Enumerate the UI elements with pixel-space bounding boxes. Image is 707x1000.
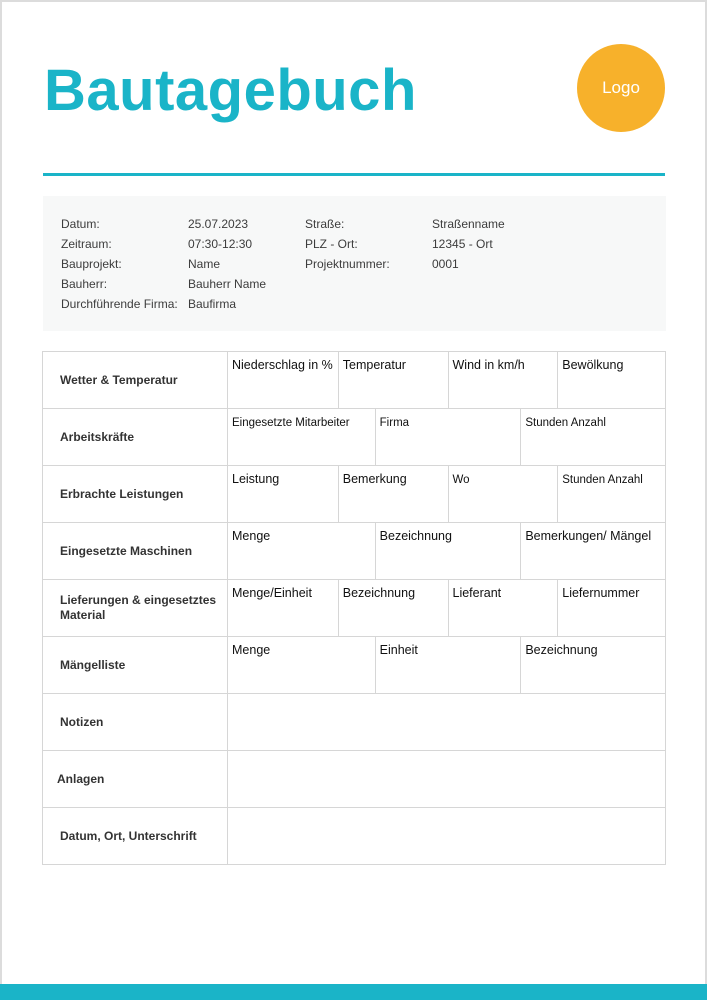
services-row [43,466,666,523]
workforce-col-company[interactable]: Firma [375,409,521,465]
deliveries-col-delivery-number[interactable]: Liefernummer [557,580,665,636]
defects-label: Mängelliste [60,657,126,672]
services-label: Erbrachte Leistungen [60,486,184,501]
defects-col-designation[interactable]: Bezeichnung [520,637,665,693]
title-divider [43,173,665,176]
machines-col-designation[interactable]: Bezeichnung [375,523,521,579]
weather-col-wind[interactable]: Wind in km/h [448,352,558,408]
notes-label: Notizen [60,714,104,729]
machines-col-remarks[interactable]: Bemerkungen/ Mängel [520,523,665,579]
datum-label: Datum: [61,217,100,231]
bauprojekt-label: Bauprojekt: [61,257,122,271]
notes-field[interactable] [228,694,666,751]
deliveries-col-quantity-unit[interactable]: Menge/Einheit [232,586,312,600]
logo-placeholder [577,44,665,132]
notes-row [43,694,666,751]
footer-bar [0,984,707,1000]
workforce-col-hours[interactable]: Stunden Anzahl [520,409,665,465]
weather-label: Wetter & Temperatur [60,372,178,387]
strasse-label: Straße: [305,217,345,231]
bauprojekt-value: Name [188,257,221,271]
bauherr-value: Bauherr Name [188,277,267,291]
machines-row [43,523,666,580]
defects-col-unit[interactable]: Einheit [375,637,521,693]
firma-label: Durchführende Firma: [61,297,178,311]
plz-label: PLZ - Ort: [305,237,358,251]
weather-col-temperature[interactable]: Temperatur [338,352,448,408]
attachments-field[interactable] [228,751,666,808]
workforce-label: Arbeitskräfte [60,429,135,444]
page-title: Bautagebuch [44,58,417,123]
weather-col-precipitation[interactable]: Niederschlag in % [232,358,333,372]
datum-value: 25.07.2023 [188,217,249,231]
zeitraum-value: 07:30-12:30 [188,237,253,251]
zeitraum-label: Zeitraum: [61,237,112,251]
services-col-remark[interactable]: Bemerkung [338,466,448,522]
projektnummer-value: 0001 [432,257,459,271]
workforce-row [43,409,666,466]
strasse-value: Straßenname [432,217,505,231]
deliveries-row [43,580,666,637]
log-table [42,351,666,865]
services-col-hours[interactable]: Stunden Anzahl [557,466,665,522]
plz-value: 12345 - Ort [432,237,493,251]
machines-col-quantity[interactable]: Menge [232,529,271,543]
deliveries-label-line1: Lieferungen & eingesetztes [60,593,217,607]
workforce-col-employees[interactable]: Eingesetzte Mitarbeiter [232,417,350,429]
deliveries-label-line2: Material [60,608,106,622]
firma-value: Baufirma [188,297,237,311]
logo-label: Logo [602,78,640,97]
attachments-label: Anlagen [57,771,105,786]
services-col-service[interactable]: Leistung [232,472,280,486]
services-col-location[interactable]: Wo [448,466,558,522]
signature-row [43,808,666,865]
machines-label: Eingesetzte Maschinen [60,543,193,558]
project-info-box [43,196,666,331]
bauherr-label: Bauherr: [61,277,108,291]
weather-row [43,352,666,409]
defects-col-quantity[interactable]: Menge [232,643,271,657]
weather-col-clouds[interactable]: Bewölkung [557,352,665,408]
deliveries-col-supplier[interactable]: Lieferant [448,580,558,636]
deliveries-col-designation[interactable]: Bezeichnung [338,580,448,636]
defects-row [43,637,666,694]
signature-label: Datum, Ort, Unterschrift [60,828,197,843]
projektnummer-label: Projektnummer: [305,257,390,271]
attachments-row [43,751,666,808]
signature-field[interactable] [228,808,666,865]
